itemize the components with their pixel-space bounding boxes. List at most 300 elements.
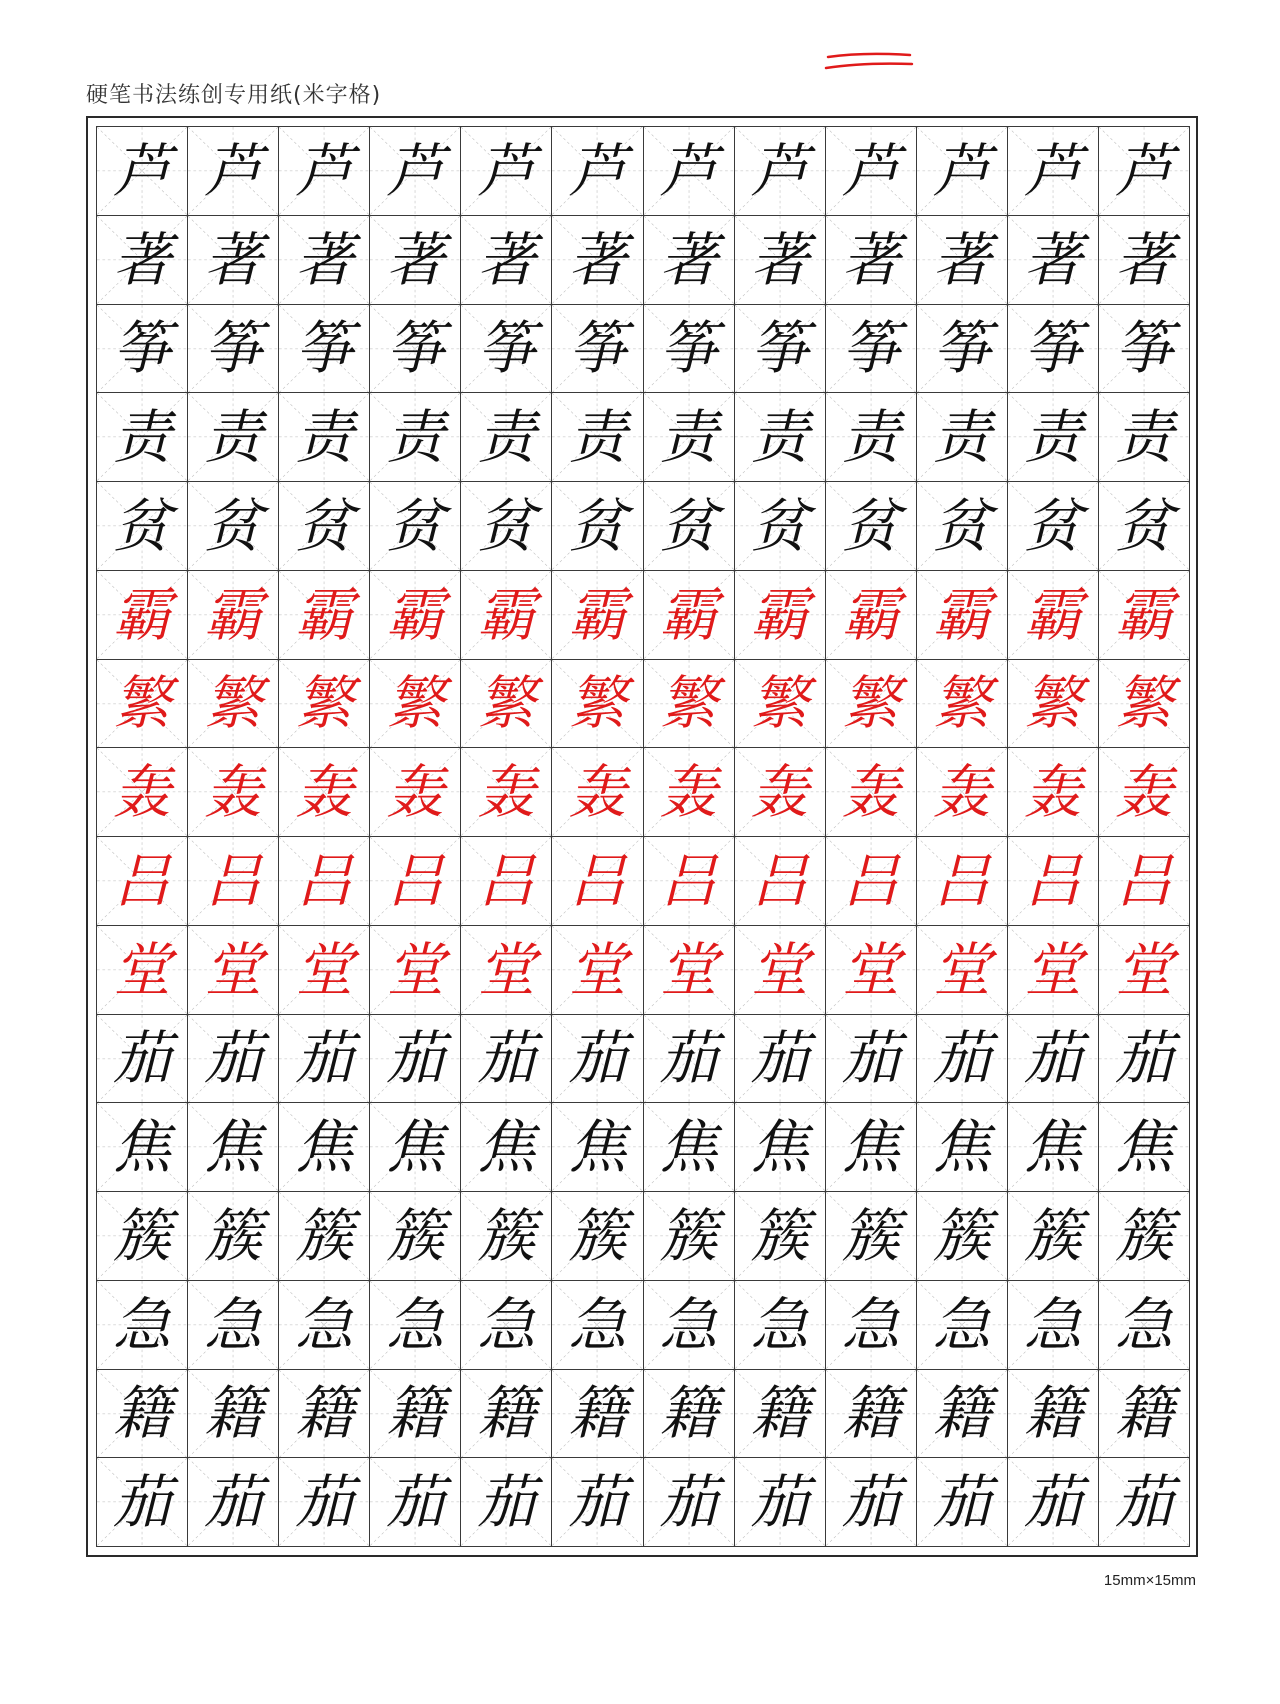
grid-cell	[188, 1281, 279, 1370]
grid-cell	[97, 216, 188, 305]
grid-cell	[279, 127, 370, 216]
practice-character: 簇	[1114, 1201, 1173, 1270]
practice-character: 堂	[386, 935, 445, 1004]
practice-character: 簇	[1023, 1201, 1082, 1270]
grid-cell	[1008, 1192, 1099, 1281]
grid-cell	[735, 216, 826, 305]
grid-cell	[1099, 1015, 1190, 1104]
practice-character: 茄	[1114, 1468, 1173, 1537]
practice-character: 籍	[841, 1379, 900, 1448]
practice-character: 筝	[477, 314, 536, 383]
grid-cell	[917, 748, 1008, 837]
practice-character: 霸	[750, 580, 809, 649]
practice-character: 著	[386, 225, 445, 294]
grid-cell	[370, 127, 461, 216]
grid-cell	[188, 1192, 279, 1281]
practice-character: 茄	[204, 1024, 263, 1093]
grid-cell	[97, 837, 188, 926]
practice-character: 芦	[113, 136, 172, 205]
grid-cell	[1008, 748, 1099, 837]
practice-character: 责	[295, 403, 354, 472]
practice-character: 霸	[932, 580, 991, 649]
practice-character: 茄	[841, 1024, 900, 1093]
grid-cell	[1008, 660, 1099, 749]
grid-cell	[279, 393, 370, 482]
practice-character: 籍	[1114, 1379, 1173, 1448]
practice-character: 芦	[386, 136, 445, 205]
grid-cell	[188, 305, 279, 394]
practice-character: 焦	[841, 1113, 900, 1182]
practice-character: 簇	[568, 1201, 627, 1270]
grid-cell	[735, 482, 826, 571]
grid-cell	[552, 837, 643, 926]
practice-character: 吕	[386, 846, 445, 915]
practice-character: 焦	[477, 1113, 536, 1182]
grid-cell	[826, 216, 917, 305]
practice-character: 责	[1114, 403, 1173, 472]
practice-character: 堂	[841, 935, 900, 1004]
practice-character: 著	[932, 225, 991, 294]
practice-character: 籍	[568, 1379, 627, 1448]
grid-cell	[826, 1192, 917, 1281]
grid-cell	[644, 216, 735, 305]
practice-character: 吕	[295, 846, 354, 915]
grid-cell	[735, 926, 826, 1015]
grid-cell	[644, 837, 735, 926]
practice-character: 贫	[113, 491, 172, 560]
grid-cell	[1008, 571, 1099, 660]
practice-character: 吕	[932, 846, 991, 915]
grid-cell	[917, 1281, 1008, 1370]
grid-cell	[1008, 1370, 1099, 1459]
practice-character: 急	[750, 1290, 809, 1359]
grid-cell	[1099, 305, 1190, 394]
practice-character: 堂	[932, 935, 991, 1004]
practice-character: 轰	[750, 758, 809, 827]
practice-character: 茄	[1114, 1024, 1173, 1093]
practice-character: 繁	[932, 669, 991, 738]
grid-cell	[97, 571, 188, 660]
grid-cell	[552, 305, 643, 394]
practice-character: 焦	[386, 1113, 445, 1182]
grid-cell	[552, 482, 643, 571]
grid-cell	[188, 482, 279, 571]
practice-character: 筝	[1023, 314, 1082, 383]
grid-cell	[188, 571, 279, 660]
grid-cell	[735, 1103, 826, 1192]
grid-cell	[826, 1281, 917, 1370]
practice-character: 堂	[1114, 935, 1173, 1004]
grid-cell	[370, 1015, 461, 1104]
practice-character: 吕	[750, 846, 809, 915]
practice-character: 茄	[204, 1468, 263, 1537]
grid-cell	[917, 216, 1008, 305]
grid-cell	[97, 926, 188, 1015]
grid-cell	[97, 748, 188, 837]
grid-cell	[188, 748, 279, 837]
practice-character: 芦	[295, 136, 354, 205]
grid-cell	[1008, 482, 1099, 571]
practice-sheet	[86, 116, 1198, 1557]
practice-character: 吕	[1023, 846, 1082, 915]
practice-character: 簇	[386, 1201, 445, 1270]
grid-cell	[279, 216, 370, 305]
practice-character: 责	[932, 403, 991, 472]
grid-cell	[279, 482, 370, 571]
grid-cell	[188, 1458, 279, 1547]
grid-cell	[826, 305, 917, 394]
practice-character: 茄	[113, 1468, 172, 1537]
practice-character: 籍	[386, 1379, 445, 1448]
practice-character: 茄	[659, 1468, 718, 1537]
practice-character: 繁	[477, 669, 536, 738]
grid-cell	[370, 216, 461, 305]
practice-character: 霸	[1023, 580, 1082, 649]
practice-character: 簇	[477, 1201, 536, 1270]
practice-character: 急	[386, 1290, 445, 1359]
grid-cell	[1008, 1281, 1099, 1370]
practice-character: 霸	[295, 580, 354, 649]
practice-character: 簇	[750, 1201, 809, 1270]
grid-cell	[461, 837, 552, 926]
practice-character: 筝	[568, 314, 627, 383]
practice-character: 贫	[750, 491, 809, 560]
grid-cell	[188, 926, 279, 1015]
grid-cell	[1099, 1281, 1190, 1370]
practice-character: 焦	[750, 1113, 809, 1182]
grid-cell	[826, 482, 917, 571]
practice-character: 霸	[659, 580, 718, 649]
practice-character: 簇	[295, 1201, 354, 1270]
practice-character: 茄	[1023, 1024, 1082, 1093]
practice-character: 芦	[1023, 136, 1082, 205]
practice-character: 轰	[1114, 758, 1173, 827]
grid-cell	[279, 1370, 370, 1459]
cell-size-label: 15mm×15mm	[1103, 1572, 1196, 1589]
grid-cell	[735, 305, 826, 394]
practice-character: 堂	[113, 935, 172, 1004]
grid-cell	[370, 482, 461, 571]
practice-character: 焦	[204, 1113, 263, 1182]
grid-cell	[826, 1103, 917, 1192]
grid-cell	[461, 127, 552, 216]
grid-cell	[826, 748, 917, 837]
practice-character: 茄	[477, 1024, 536, 1093]
practice-character: 吕	[1114, 846, 1173, 915]
practice-character: 霸	[477, 580, 536, 649]
grid-cell	[370, 571, 461, 660]
practice-character: 筝	[204, 314, 263, 383]
practice-character: 著	[204, 225, 263, 294]
grid-cell	[1008, 926, 1099, 1015]
grid-cell	[826, 926, 917, 1015]
grid-cell	[826, 1015, 917, 1104]
practice-character: 繁	[659, 669, 718, 738]
grid-cell	[370, 837, 461, 926]
practice-character: 急	[204, 1290, 263, 1359]
practice-character: 芦	[477, 136, 536, 205]
grid-cell	[917, 127, 1008, 216]
practice-character: 著	[659, 225, 718, 294]
grid-cell	[279, 1458, 370, 1547]
grid-cell	[97, 393, 188, 482]
practice-character: 贫	[1114, 491, 1173, 560]
grid-cell	[826, 1370, 917, 1459]
practice-character: 茄	[750, 1468, 809, 1537]
practice-character: 轰	[204, 758, 263, 827]
practice-character: 芦	[204, 136, 263, 205]
grid-cell	[370, 1281, 461, 1370]
grid-cell	[1099, 216, 1190, 305]
grid-cell	[461, 305, 552, 394]
grid-cell	[461, 1192, 552, 1281]
grid-cell	[735, 1458, 826, 1547]
practice-character: 繁	[750, 669, 809, 738]
practice-character: 贫	[477, 491, 536, 560]
grid-cell	[97, 1458, 188, 1547]
grid-cell	[552, 748, 643, 837]
grid-cell	[644, 571, 735, 660]
grid-cell	[1099, 660, 1190, 749]
practice-character: 贫	[841, 491, 900, 560]
grid-cell	[917, 393, 1008, 482]
grid-cell	[370, 1458, 461, 1547]
grid-cell	[644, 482, 735, 571]
grid-cell	[917, 1103, 1008, 1192]
practice-character: 轰	[568, 758, 627, 827]
grid-cell	[552, 1103, 643, 1192]
practice-character: 筝	[1114, 314, 1173, 383]
practice-character: 吕	[113, 846, 172, 915]
grid-cell	[97, 1281, 188, 1370]
grid-cell	[735, 127, 826, 216]
grid-cell	[917, 482, 1008, 571]
grid-cell	[97, 1370, 188, 1459]
practice-character: 急	[932, 1290, 991, 1359]
practice-character: 簇	[113, 1201, 172, 1270]
grid-cell	[735, 1370, 826, 1459]
practice-character: 焦	[659, 1113, 718, 1182]
grid-cell	[552, 660, 643, 749]
grid-cell	[735, 571, 826, 660]
practice-character: 繁	[1023, 669, 1082, 738]
grid-cell	[735, 1281, 826, 1370]
grid-cell	[461, 926, 552, 1015]
grid-cell	[188, 1370, 279, 1459]
practice-character: 贫	[1023, 491, 1082, 560]
practice-character: 著	[1114, 225, 1173, 294]
practice-character: 轰	[841, 758, 900, 827]
practice-character: 堂	[659, 935, 718, 1004]
grid-cell	[188, 837, 279, 926]
practice-character: 焦	[113, 1113, 172, 1182]
grid-cell	[370, 1192, 461, 1281]
practice-character: 茄	[659, 1024, 718, 1093]
practice-character: 茄	[750, 1024, 809, 1093]
practice-character: 著	[113, 225, 172, 294]
practice-character: 籍	[750, 1379, 809, 1448]
practice-character: 轰	[1023, 758, 1082, 827]
grid-cell	[735, 837, 826, 926]
practice-character: 茄	[295, 1468, 354, 1537]
practice-character: 筝	[750, 314, 809, 383]
grid-cell	[188, 127, 279, 216]
grid-cell	[279, 305, 370, 394]
practice-character: 焦	[568, 1113, 627, 1182]
grid-cell	[461, 660, 552, 749]
grid-cell	[826, 127, 917, 216]
grid-cell	[1008, 1103, 1099, 1192]
practice-character: 贫	[295, 491, 354, 560]
practice-character: 责	[750, 403, 809, 472]
grid-cell	[552, 127, 643, 216]
practice-character: 著	[295, 225, 354, 294]
practice-character: 急	[841, 1290, 900, 1359]
practice-character: 堂	[477, 935, 536, 1004]
grid-cell	[279, 1103, 370, 1192]
grid-cell	[279, 660, 370, 749]
practice-character: 霸	[841, 580, 900, 649]
grid-cell	[461, 1281, 552, 1370]
practice-character: 吕	[477, 846, 536, 915]
grid-cell	[279, 1281, 370, 1370]
practice-character: 茄	[295, 1024, 354, 1093]
practice-character: 茄	[477, 1468, 536, 1537]
practice-character: 繁	[568, 669, 627, 738]
grid-cell	[917, 1458, 1008, 1547]
practice-character: 著	[841, 225, 900, 294]
grid-cell	[1008, 305, 1099, 394]
grid-cell	[735, 393, 826, 482]
grid-cell	[1099, 748, 1190, 837]
grid-cell	[1008, 1015, 1099, 1104]
practice-character: 责	[204, 403, 263, 472]
grid-cell	[370, 1103, 461, 1192]
grid-cell	[1099, 1370, 1190, 1459]
practice-character: 筝	[841, 314, 900, 383]
grid-cell	[97, 1015, 188, 1104]
practice-character: 贫	[568, 491, 627, 560]
grid-cell	[917, 660, 1008, 749]
grid-cell	[1008, 216, 1099, 305]
practice-character: 籍	[659, 1379, 718, 1448]
practice-character: 轰	[295, 758, 354, 827]
practice-character: 吕	[659, 846, 718, 915]
practice-character: 责	[659, 403, 718, 472]
practice-character: 繁	[386, 669, 445, 738]
grid-cell	[552, 1192, 643, 1281]
practice-character: 吕	[204, 846, 263, 915]
grid-cell	[917, 1370, 1008, 1459]
grid-cell	[644, 1192, 735, 1281]
practice-character: 急	[568, 1290, 627, 1359]
practice-character: 轰	[386, 758, 445, 827]
practice-character: 急	[477, 1290, 536, 1359]
grid-cell	[552, 1458, 643, 1547]
practice-character: 轰	[932, 758, 991, 827]
grid-cell	[644, 393, 735, 482]
practice-character: 轰	[477, 758, 536, 827]
grid-cell	[97, 482, 188, 571]
grid-cell	[188, 660, 279, 749]
practice-character: 责	[568, 403, 627, 472]
practice-character: 急	[659, 1290, 718, 1359]
grid-cell	[1099, 926, 1190, 1015]
grid-cell	[1099, 1103, 1190, 1192]
practice-character: 霸	[1114, 580, 1173, 649]
grid-cell	[1099, 1458, 1190, 1547]
practice-character: 茄	[568, 1468, 627, 1537]
grid-cell	[97, 127, 188, 216]
practice-character: 著	[1023, 225, 1082, 294]
practice-character: 责	[1023, 403, 1082, 472]
grid-cell	[279, 571, 370, 660]
practice-character: 急	[1114, 1290, 1173, 1359]
grid-cell	[644, 1458, 735, 1547]
grid-cell	[279, 926, 370, 1015]
grid-cell	[917, 1192, 1008, 1281]
grid-cell	[461, 1370, 552, 1459]
practice-character: 簇	[659, 1201, 718, 1270]
practice-character: 霸	[386, 580, 445, 649]
grid-cell	[917, 1015, 1008, 1104]
page-title: 硬笔书法练创专用纸(米字格)	[86, 83, 382, 108]
grid-cell	[644, 1370, 735, 1459]
grid-cell	[552, 571, 643, 660]
practice-character: 著	[568, 225, 627, 294]
grid-cell	[735, 660, 826, 749]
grid-cell	[370, 393, 461, 482]
grid-cell	[552, 926, 643, 1015]
mi-zi-grid	[96, 126, 1190, 1547]
grid-cell	[1008, 393, 1099, 482]
grid-cell	[188, 1015, 279, 1104]
practice-character: 堂	[750, 935, 809, 1004]
practice-character: 筝	[659, 314, 718, 383]
grid-cell	[644, 660, 735, 749]
grid-cell	[917, 571, 1008, 660]
grid-cell	[279, 1192, 370, 1281]
grid-cell	[735, 1015, 826, 1104]
grid-cell	[644, 127, 735, 216]
grid-cell	[826, 393, 917, 482]
grid-cell	[1099, 393, 1190, 482]
grid-cell	[644, 1281, 735, 1370]
grid-cell	[1099, 1192, 1190, 1281]
practice-character: 堂	[1023, 935, 1082, 1004]
grid-cell	[97, 305, 188, 394]
practice-character: 繁	[295, 669, 354, 738]
practice-character: 籍	[204, 1379, 263, 1448]
grid-cell	[1099, 127, 1190, 216]
grid-cell	[461, 1103, 552, 1192]
grid-cell	[188, 1103, 279, 1192]
grid-cell	[1008, 837, 1099, 926]
grid-cell	[97, 1103, 188, 1192]
practice-character: 轰	[659, 758, 718, 827]
grid-cell	[461, 1458, 552, 1547]
practice-character: 责	[841, 403, 900, 472]
practice-character: 霸	[204, 580, 263, 649]
practice-character: 繁	[1114, 669, 1173, 738]
practice-character: 茄	[932, 1024, 991, 1093]
grid-cell	[644, 926, 735, 1015]
practice-character: 芦	[568, 136, 627, 205]
practice-character: 茄	[113, 1024, 172, 1093]
grid-cell	[552, 216, 643, 305]
grid-cell	[552, 393, 643, 482]
practice-character: 吕	[841, 846, 900, 915]
